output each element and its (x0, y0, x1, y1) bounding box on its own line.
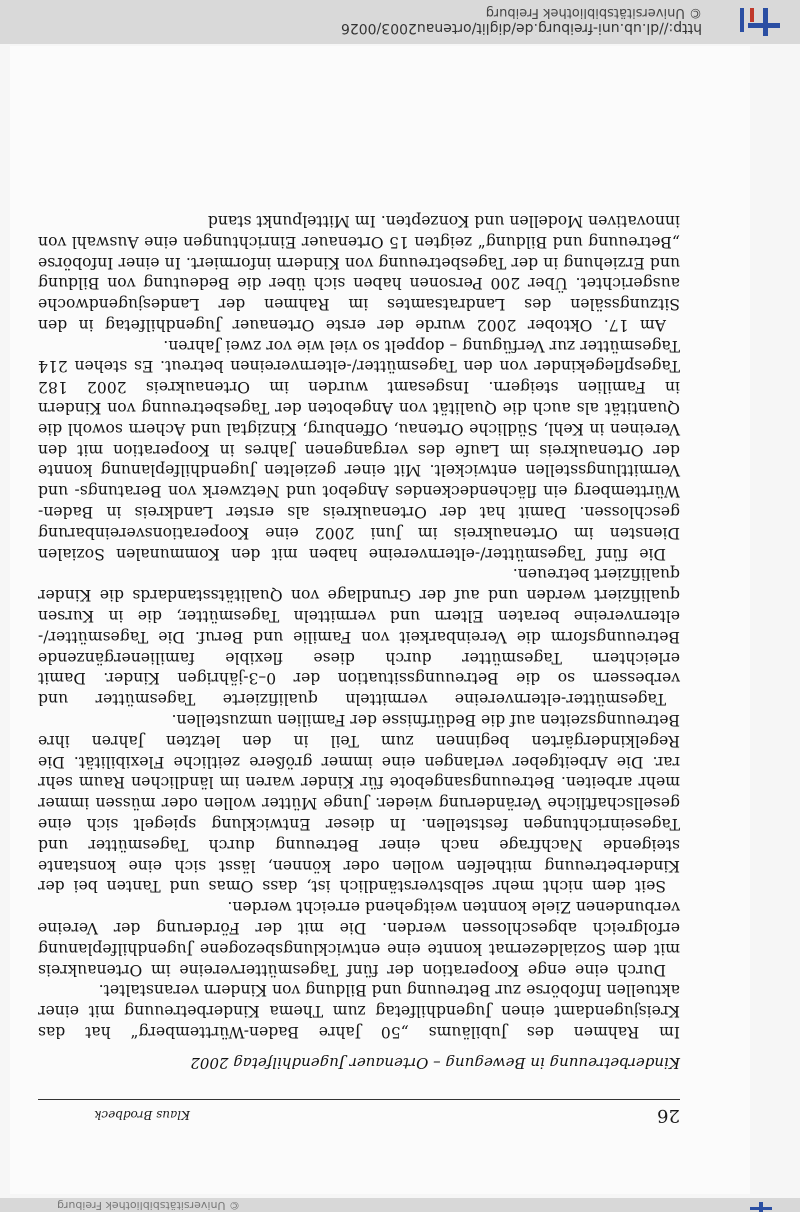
paragraph: Die fünf Tagesmütter/-elternvereine haben mit den Kommunalen Sozialen Diensten im Ortenaukreis im Juni 2002 eine Kooperationsvereinbarung geschlossen. Damit hat der Ortenaukreis als erster Landkreis in Baden-Württemberg ein flächendeckendes Angebot und Netzwerk von Beratungs- und Vermittlungsstellen entwickelt. Mit einer gezielten Jugendhilfeplanung konnte der Ortenaukreis im Laufe des vergangenen Jahres in Kooperation mit den Vereinen in Kehl, Südliche Ortenau, Offenburg, Kinzigtal und Achern sowohl die Quantität als auch die Qualität von Angeboten der Tagesbetreuung von Kindern in Familien steigern. Insgesamt wurden im Ortenaukreis 2002 182 Tagespflegekinder von den Tagesmütter/-elternvereinen betreut. Es stehen 214 Tagesmütter zur Verfügung – doppelt so viel wie vor zwei Jahren. (38, 336, 680, 563)
library-logo-icon (750, 1202, 772, 1212)
paragraph: Seit dem nicht mehr selbstverständlich ist, dass Omas und Tanten bei der Kinderbetreuung mithelfen wollen oder können, lässt sich eine konstante steigende Nachfrage nach einer Betreuung durch Tagesmütter und Tageseinrichtungen feststellen. In dieser Entwicklung spiegelt sich eine gesellschaftliche Veränderung wieder. Junge Mütter wollen oder müssen immer mehr arbeiten. Betreuungsangebote für Kinder waren im ländlichen Raum sehr rar. Die Arbeitgeber verlangen eine immer größere zeitliche Flexibilität. Die Regelkindergärten beginnen zum Teil in den letzten Jahren ihre Betreuungszeiten auf die Bedürfnisse der Familien umzustellen. (38, 711, 680, 896)
header-library-credit: © Universitätsbibliothek Freiburg (485, 5, 702, 20)
running-head-author: Klaus Brodbeck (94, 1108, 190, 1122)
page-number: 26 (657, 1105, 680, 1126)
viewer-header-band (0, 0, 800, 44)
footer-band (0, 1198, 800, 1212)
paragraph: Am 17. Oktober 2002 wurde der erste Ortenauer Jugendhilfetag in den Sitzungssälen des Landratsamtes im Rahmen der Landesjugendwoche ausgerichtet. Über 200 Personen haben sich über die Bedeutung von Bildung und Erziehung in der Tagesbetreuung von Kindern informiert. In einer Infobörse „Betreuung und Bildung“ zeigten 15 Ortenauer Einrichtungen eine Auswahl von innovativen Modellen und Konzepten. Im Mittelpunkt stand (38, 211, 680, 334)
permalink-url[interactable]: http://dl.ub.uni-freiburg.de/diglit/ortenau2003/0026 (340, 20, 702, 36)
article-body (38, 210, 680, 1042)
footer-library-credit: © Universitätsbibliothek Freiburg (57, 1199, 240, 1212)
paragraph: Durch eine enge Kooperation der fünf Tagesmüttervereine im Ortenaukreis mit dem Sozialdezernat konnte eine entwicklungsbezogene Jugendhilfeplanung erfolgreich abgeschlossen werden. Die mit der Förderung der Vereine verbundenen Ziele konnten weitgehend erreicht werden. (38, 898, 680, 979)
paragraph: Im Rahmen des Jubiläums „50 Jahre Baden-Württemberg“ hat das Kreisjugendamt einen Jugendhilfetag zum Thema Kinderbetreuung mit einer aktuellen Infobörse zur Betreuung und Bildung von Kindern veranstaltet. (38, 981, 680, 1041)
book-page (10, 46, 750, 1194)
paragraph: Tagesmütter-elternvereine vermitteln qualifizierte Tagesmütter und verbessern so die Betreuungssituation der 0–3-jährigen Kinder. Damit erleichtern Tagesmütter durch diese flexible familienergänzende Betreuungsform die Vereinbarkeit von Familie und Beruf. Die Tagesmütter/-elternvereine beraten Eltern und vermitteln Tagesmütter, die in Kursen qualifiziert werden und auf der Grundlage von Qualitätsstandards die Kinder qualifiziert betreuen. (38, 565, 680, 709)
article-title: Kinderbetreuung in Bewegung – Ortenauer Jugendhilfetag 2002 (190, 1054, 680, 1072)
header-rule (38, 1099, 680, 1100)
university-library-logo-icon (730, 4, 780, 40)
